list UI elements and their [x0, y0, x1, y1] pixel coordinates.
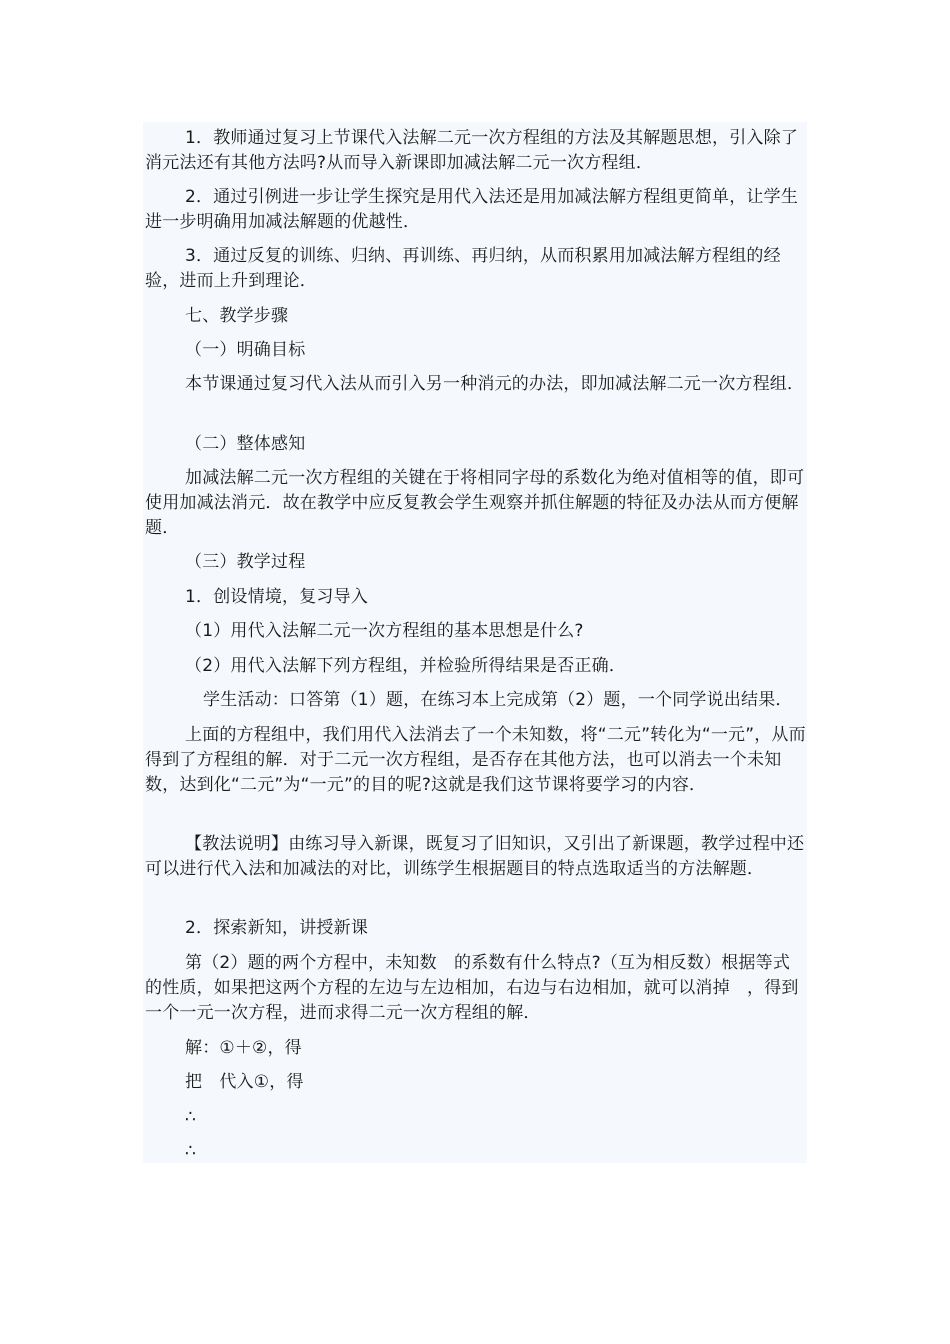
heading-clear-goal: （一）明确目标 [185, 340, 306, 360]
paragraph-goal-3: 3．通过反复的训练、归纳、再训练、再归纳，从而积累用加减法解方程组的经验，进而上升到理论． [145, 246, 781, 291]
paragraph-method-note: 【教法说明】由练习导入新课，既复习了旧知识，又引出了新课题，教学过程中还可以进行代入法和加减法的对比，训练学生根据题目的特点选取适当的方法解题． [145, 834, 805, 879]
question-2: （2）用代入法解下列方程组，并检验所得结果是否正确． [185, 656, 627, 676]
solution-line-1: 解：①＋②，得 [185, 1038, 302, 1058]
paragraph-goal-1: 1．教师通过复习上节课代入法解二元一次方程组的方法及其解题思想，引入除了消元法还有其他方法吗?从而导入新课即加减法解二元一次方程组． [145, 128, 799, 173]
heading-overall-perception: （二）整体感知 [185, 434, 306, 454]
therefore-symbol-2: ∴ [185, 1141, 197, 1161]
subheading-review: 1．创设情境，复习导入 [185, 587, 369, 607]
question-1: （1）用代入法解二元一次方程组的基本思想是什么? [185, 621, 584, 641]
paragraph-clear-goal: 本节课通过复习代入法从而引入另一种消元的办法，即加减法解二元一次方程组． [185, 374, 805, 394]
heading-teaching-process: （三）教学过程 [185, 552, 306, 572]
paragraph-explore: 第（2）题的两个方程中，未知数 的系数有什么特点?（互为相反数）根据等式的性质，如果把这两个方程的左边与左边相加，右边与右边相加，就可以消掉 ，得到一个一元一次方程，进而求得二元一次方程组的解． [145, 953, 799, 1023]
paragraph-transition: 上面的方程组中，我们用代入法消去了一个未知数，将“二元”转化为“一元”，从而得到了方程组的解．对于二元一次方程组，是否存在其他方法，也可以消去一个未知数，达到化“二元”为“一元”的目的呢?这就是我们这节课将要学习的内容． [145, 725, 806, 795]
heading-teaching-steps: 七、教学步骤 [185, 306, 289, 326]
student-activity: 学生活动：口答第（1）题，在练习本上完成第（2）题，一个同学说出结果． [203, 690, 793, 710]
paragraph-goal-2: 2．通过引例进一步让学生探究是用代入法还是用加减法解方程组更简单，让学生进一步明确用加减法解题的优越性． [145, 187, 799, 232]
subheading-new-lesson: 2．探索新知，讲授新课 [185, 918, 369, 938]
solution-line-2: 把 代入①，得 [185, 1072, 304, 1092]
therefore-symbol-1: ∴ [185, 1107, 197, 1127]
paragraph-overall-perception: 加减法解二元一次方程组的关键在于将相同字母的系数化为绝对值相等的值，即可使用加减法消元．故在教学中应反复教会学生观察并抓住解题的特征及办法从而方便解题． [145, 468, 805, 538]
